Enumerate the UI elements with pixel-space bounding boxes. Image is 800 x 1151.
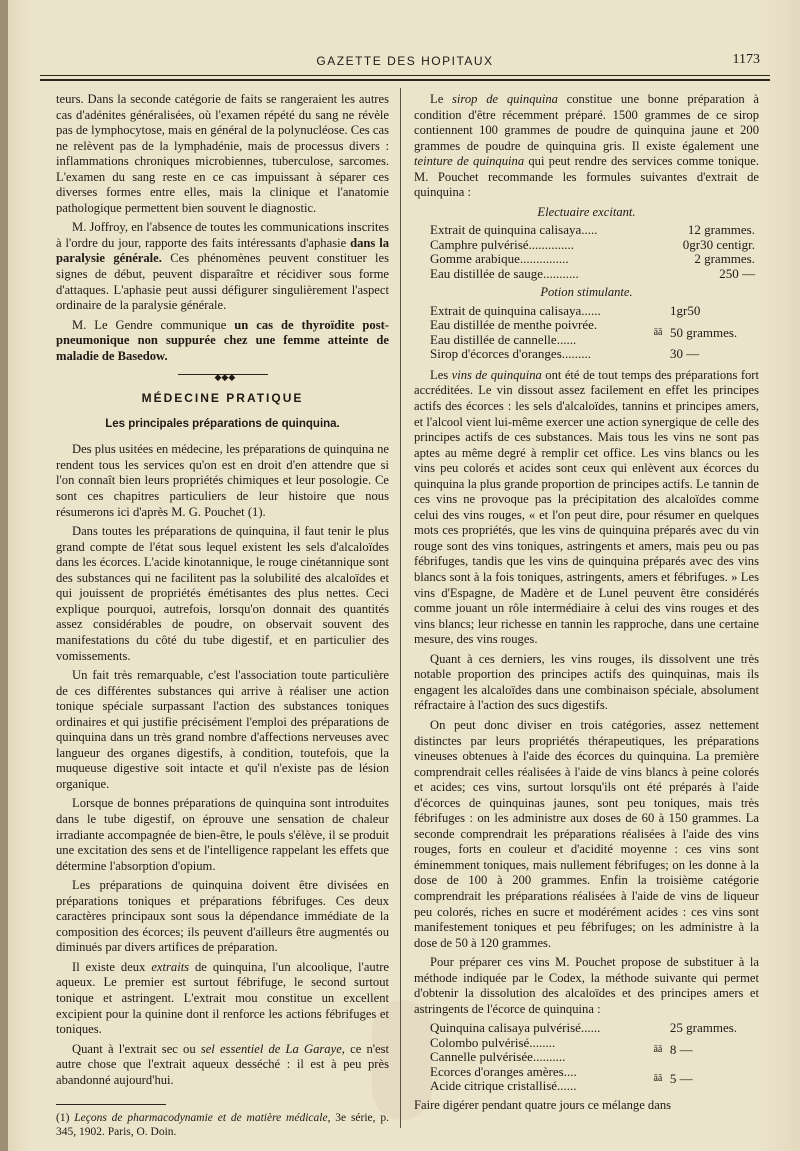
paragraph: Les vins de quinquina ont été de tout temps des préparations fort accréditées. Le vin dissout assez facilement en effet les principes actifs des écorces : les sels d'alcaloïdes, tannins et principes amers, et l'alcool vient lui-même exercer une action synergique de celle des principes actifs de ces substances. Mais tous les vins ne sont pas aptes au même degré à remplir cet office. Les vins blancs ou les vins peu colorés et acides sont ceux qui enlèvent aux écorces du quinquina la plus grande proportion de principes actifs. Le tannin de ces vins ne provoque pas la précipitation des alcaloïdes comme celui des vins rouges, « et l'on peut dire, pour résumer en quelques mots ces propriétés, que les vins de quinquina préparés avec du vin rouge sont des vins toniques, astringents et amers, mais peu ou pas fébrifuges, tandis que les vins de quinquina préparés avec des vins blancs sont à la fois toniques, astringents, amers et fébrifuges. » Les vins d'Espagne, de Madère et de Lunel peuvent être considérés comme jouant un rôle intermédiaire à celui des vins rouges et des vins blancs; leur richesse en tannin les rapproche, dans une certaine mesure, des vins rouges.: [414, 367, 760, 647]
formula-table: [430, 1021, 755, 1094]
article-title: Les principales préparations de quinquina.: [105, 417, 340, 430]
paragraph: Quant à l'extrait sec ou sel essentiel de La Garaye, ce n'est autre chose que l'extrait aqueux desséché : il est à peu près abandonné aujourd'hui.: [56, 1041, 390, 1087]
formula-row: Eau distillée de sauge........... 250 —: [430, 265, 755, 281]
brace-aa: āā: [653, 1073, 663, 1085]
footnote: (1) Leçons de pharmacodynamie et de matière médicale, 3e série, p. 345, 1902. Paris, O. Doin.: [56, 1112, 389, 1139]
column-divider: [400, 88, 401, 1128]
paragraph: Faire digérer pendant quatre jours ce mélange dans: [414, 1097, 672, 1112]
formula-row: Gomme arabique............... 2 grammes.: [430, 251, 755, 267]
paragraph: Dans toutes les préparations de quinquina, il faut tenir le plus grand compte de l'état sous lequel existent les sels d'alcaloïdes dans les écorces. L'acide kinotannique, le rouge cinétannique sont des substances qui ne facilitent pas la solubilité des alcaloïdes et qui jouissent de propriétés émétisantes des plus nettes. Ceci explique pourquoi, autrefois, lorsqu'on donnait des quantités assez considérables de poudre, on observait souvent des manifestations du côté du tube digestif, et en particulier des vomissements.: [56, 524, 389, 663]
formula-title: Electuaire excitant.: [537, 204, 636, 219]
paragraph: Des plus usitées en médecine, les préparations de quinquina ne rendent tous les services qu'on est en droit d'en attendre que si l'on connaît bien leurs propriétés chimiques et leur posologie. Ce sont ces chapitres particuliers de leur histoire que nous résumerons ici d'après M. G. Pouchet (1).: [56, 442, 389, 519]
formula-row: Acide citrique cristallisé......: [430, 1078, 577, 1094]
formula-row: Colombo pulvérisé........ āā 8 —: [430, 1034, 693, 1058]
paragraph: teurs. Dans la seconde catégorie de faits se rangeraient les autres cas d'adénites généralisées, où l'examen répété du sang ne révèle pas de lymphocytose, mais en général de la polynucléose. Ces cas ne relèvent pas de la lymphadénie, mais de processus divers : inflammations chroniques microbiennes, tuberculose, sarcomes. L'examen du sang reste en ce cas impuissant à séparer ces diverses formes entre elles, mais la clinique et l'anatomie pathologique permettent bien souvent le diagnostic.: [56, 92, 389, 215]
paragraph: Quant à ces derniers, les vins rouges, ils dissolvent une très notable proportion des principes actifs des quinquinas, mais ils engagent les alcaloïdes dans une combinaison spéciale, absolument réfractaire à l'action des sucs digestifs.: [414, 651, 759, 713]
formula-row: Ecorces d'oranges amères.... āā 5 —: [430, 1063, 693, 1087]
paragraph: Il existe deux extraits de quinquina, l'un alcoolique, l'autre aqueux. Le premier est surtout fébrifuge, le second surtout tonique et astringent. L'extrait mou constitue un excellent excipient pour la quinine dont il renforce les actions fébrifuges et toniques.: [56, 959, 389, 1037]
formula-row: Cannelle pulvérisée..........: [430, 1049, 566, 1065]
binding-edge: [0, 0, 8, 1151]
paragraph: M. Joffroy, en l'absence de toutes les communications inscrites à l'ordre du jour, rapporte des faits intéressants d'aphasie dans la paralysie générale. Ces phénomènes peuvent constituer les signes de début, peuvent disparaître et récidiver sous forme d'attaques. L'aphasie peut aussi défigurer singulièrement l'aspect ordinaire de la paralysie générale.: [56, 220, 389, 313]
paragraph: Le sirop de quinquina constitue une bonne préparation à condition d'être récemment préparé. 1500 grammes de ce sirop contiennent 100 grammes de poudre de quinquina jaune et 200 grammes de poudre de quinquina gris. Il existe également une teinture de quinquina qui peut rendre des services comme tonique. M. Pouchet recommande les formules suivantes d'extrait de quinquina :: [414, 92, 760, 200]
paragraph: On peut donc diviser en trois catégories, assez nettement distinctes par leurs propriétés thérapeutiques, les préparations vineuses obtenues à l'aide des écorces du quinquina. La première comprendrait celles réalisées à l'aide de vins blancs à peine colorés et acides; ces vins, surtout lorsqu'ils ont été préparés à l'aide d'écorces de quinquinas jaunes, sont peu toniques, mais très fébrifuges : on les administre aux doses de 60 à 150 grammes. La seconde comprendrait les préparations réalisées à l'aide des vins rouges, forts en couleur et d'acidité moyenne : ces vins sont éminemment toniques, mais nullement fébrifuges; on les donne à la dose de 100 à 200 grammes. Enfin la troisième catégorie comprendrait les préparations réalisées à l'aide de vins de liqueur peu colorés, riches en sucre et modérément acides : ces vins sont manifestement toniques et peu fébrifuges; on les administre à la dose de 50 à 120 grammes.: [414, 717, 759, 950]
formula-row: Sirop d'écorces d'oranges......... 30 —: [430, 346, 700, 362]
formula-row: Extrait de quinquina calisaya..... 12 grammes.: [430, 222, 755, 238]
page-number: 1173: [732, 52, 760, 67]
header-rule: [40, 75, 770, 76]
formula-row: Eau distillée de cannelle......: [430, 331, 577, 347]
formula-row: Extrait de quinquina calisaya...... 1gr50: [430, 302, 701, 318]
paragraph: Les préparations de quinquina doivent être divisées en préparations toniques et préparations fébrifuges. Ces deux caractères principaux sont sous la dépendance immédiate de la composition des écorces; ils peuvent d'ailleurs être augmentés ou diminués par divers artifices de préparation.: [56, 878, 389, 955]
formula-row: Quinquina calisaya pulvérisé...... 25 grammes.: [430, 1020, 738, 1036]
section-heading: MÉDECINE PRATIQUE: [141, 391, 304, 406]
left-column: [56, 92, 389, 1139]
header-rule-thick: [40, 79, 770, 81]
brace-aa: āā: [653, 326, 663, 338]
paragraph: Pour préparer ces vins M. Pouchet propose de substituer à la méthode indiquée par le Codex, la méthode suivante qui permet d'obtenir la dissolution des alcaloïdes et des principes amers et astringents de l'écorce de quinquina :: [414, 955, 759, 1016]
brace-aa: āā: [653, 1044, 663, 1056]
paragraph: Un fait très remarquable, c'est l'association toute particulière de ces différentes substances qui arrive à réaliser une action tonique spéciale surpassant l'action des substances toniques ordinaires et qui justifie précisément l'emploi des préparations de quinquina dans un très grand nombre d'affections nerveuses avec langueur des organes digestifs, à condition, toutefois, que la muqueuse digestive soit intacte et qu'il n'existe pas de lésion organique.: [56, 668, 389, 791]
paragraph: Lorsque de bonnes préparations de quinquina sont introduites dans le tube digestif, on éprouve une sensation de chaleur irradiante accompagnée de bien-être, le pouls s'élève, il se produit une excitation des sens et de l'intelligence rappelant les effets que détermine l'absorption d'opium.: [56, 796, 389, 873]
formula-table: [430, 223, 755, 281]
formula-title: Potion stimulante.: [540, 285, 633, 300]
running-header: [40, 52, 770, 72]
formula-row: Eau distillée de menthe poivrée. āā 50 grammes.: [430, 317, 738, 340]
right-column: [414, 92, 759, 1117]
footnote-rule: [56, 1104, 166, 1105]
formula-row: Camphre pulvérisé.............. 0gr30 centigr.: [430, 236, 755, 252]
paragraph: M. Le Gendre communique un cas de thyroïdite post-pneumonique non suppurée chez une femme atteinte de maladie de Basedow.: [56, 317, 389, 363]
formula-table: [430, 304, 755, 362]
ornament-rule: ◆◆◆: [178, 374, 268, 377]
journal-title: GAZETTE DES HOPITAUX: [316, 54, 494, 68]
